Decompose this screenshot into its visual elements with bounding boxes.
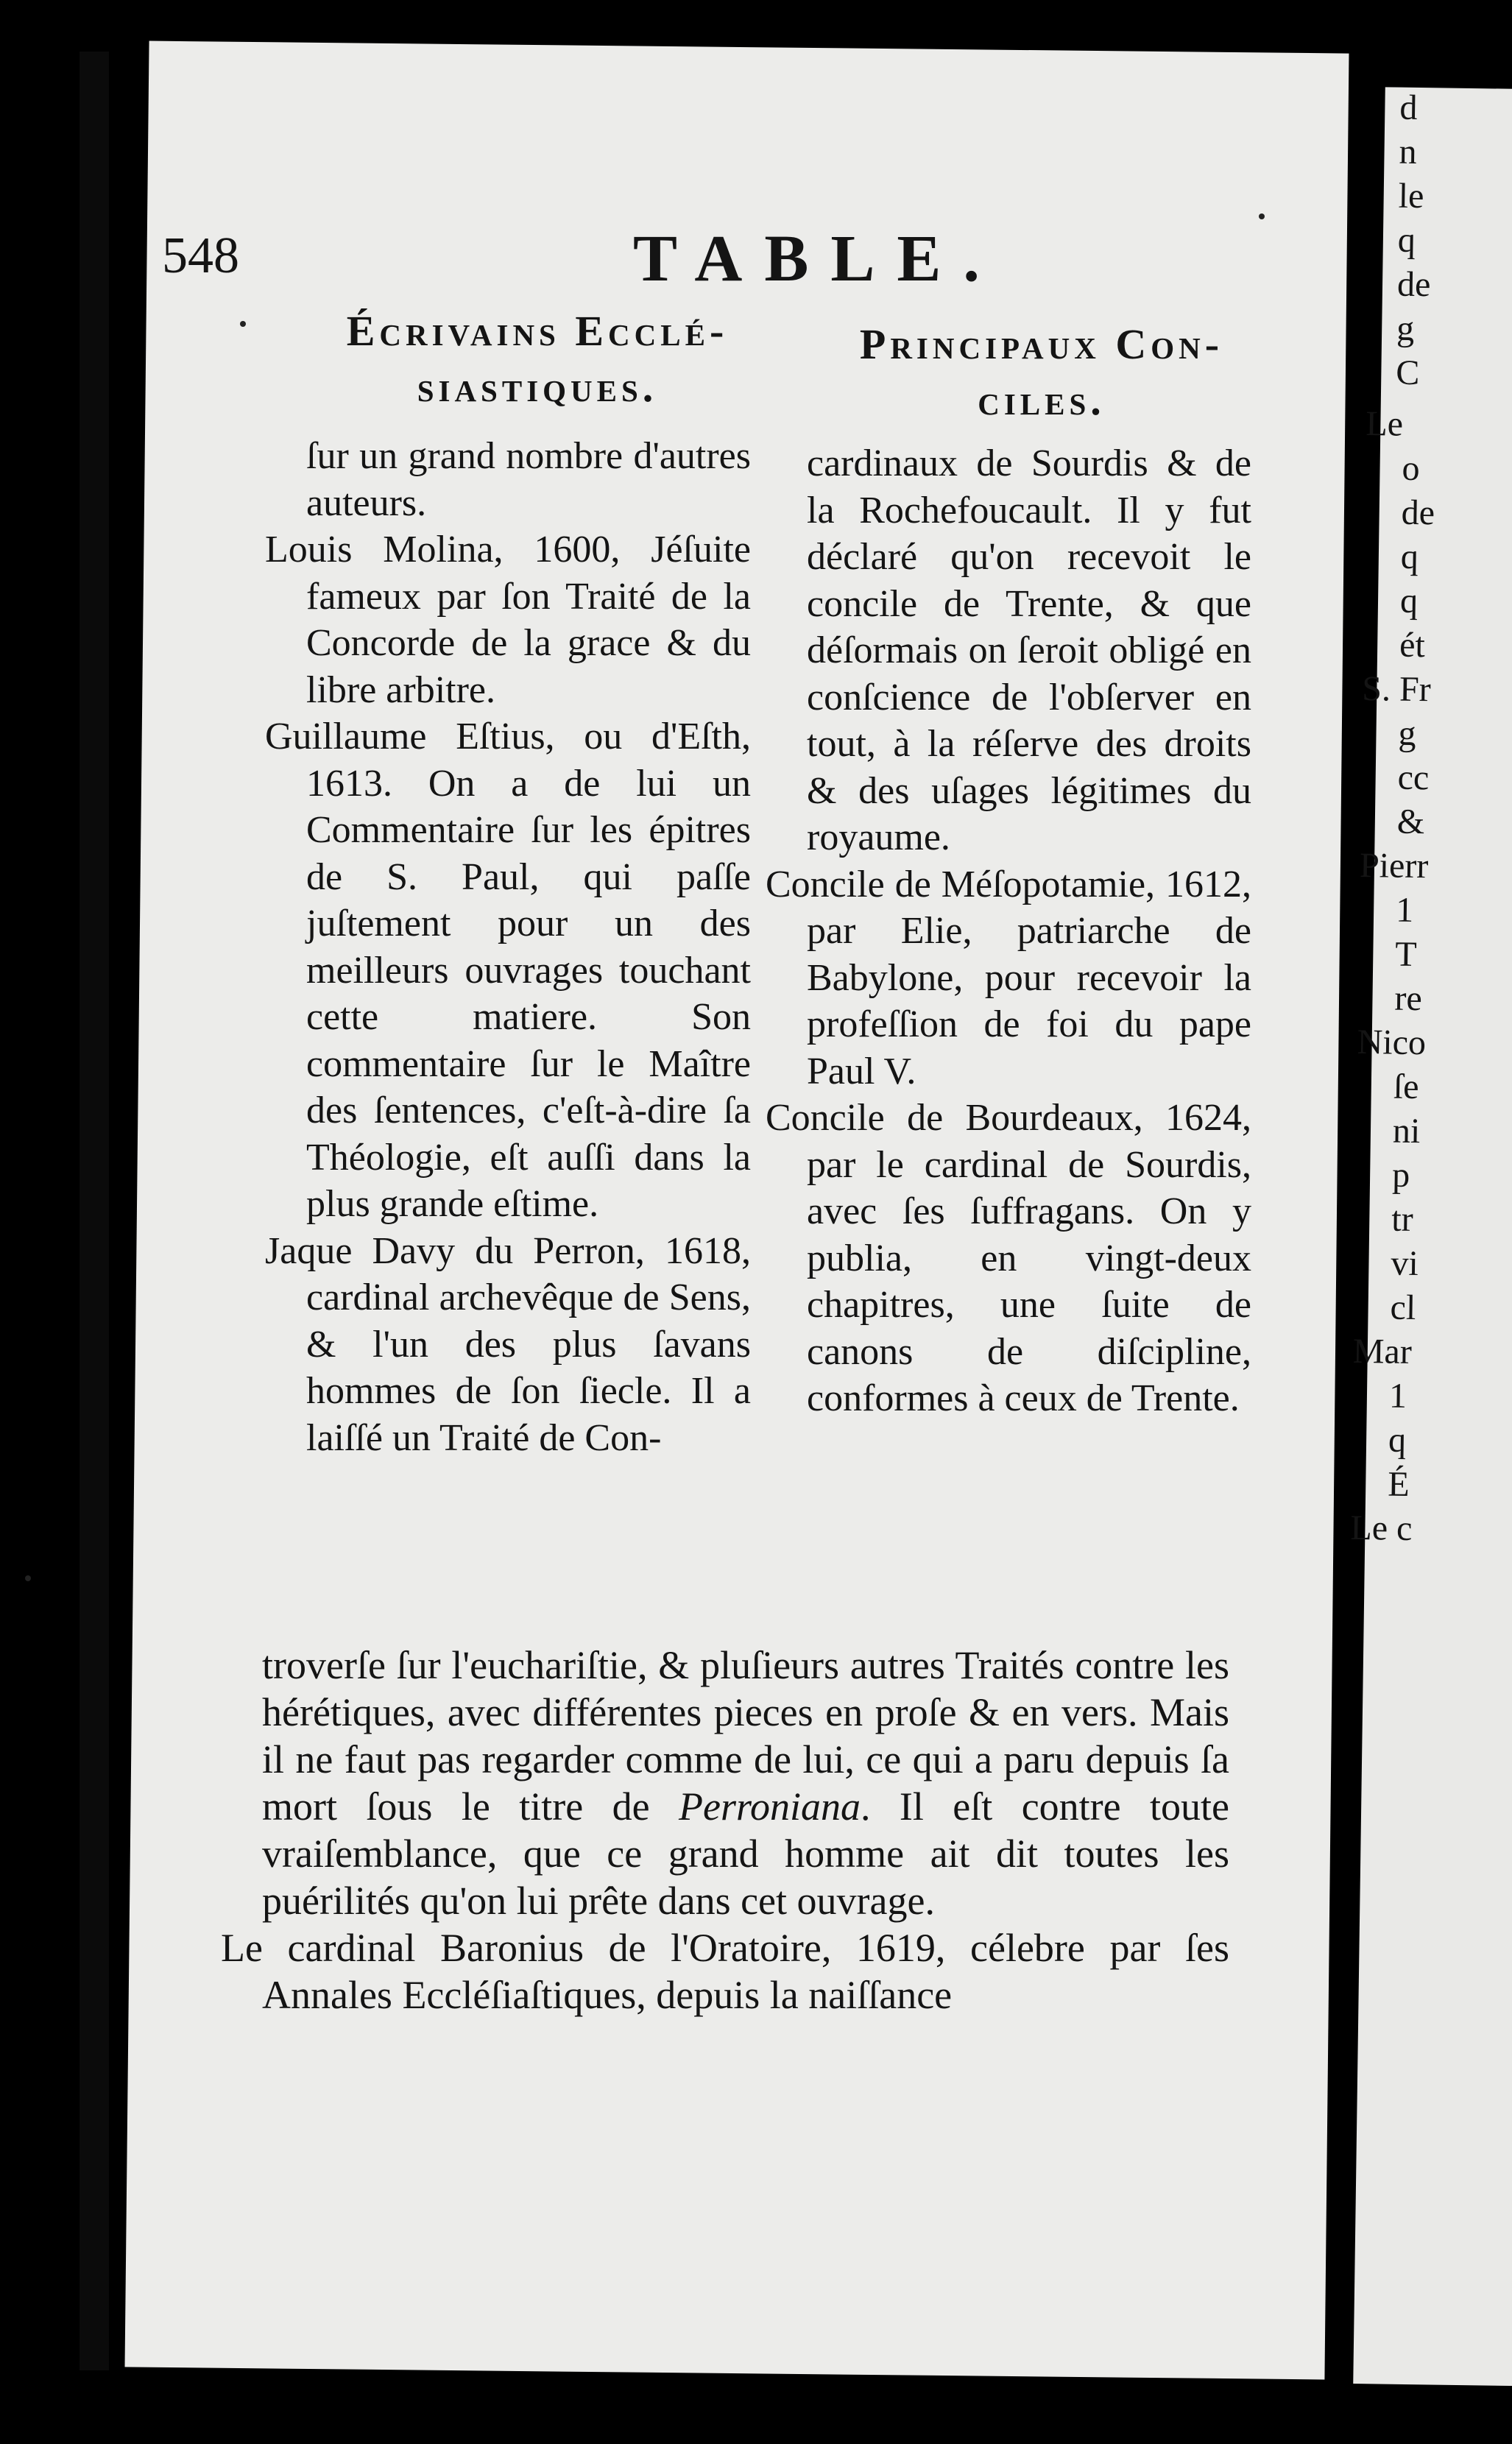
facing-fragment: q — [1397, 220, 1416, 260]
facing-fragment: tr — [1391, 1199, 1414, 1240]
facing-fragment: Le c — [1350, 1508, 1413, 1549]
facing-fragment: n — [1399, 132, 1417, 172]
facing-fragment: Mar — [1352, 1331, 1413, 1372]
continuation-text: troverſe ſur l'euchariſtie, & pluſieurs autres Traités contre les hérétiques, avec différentes pieces en proſe & en vers. Mais il ne faut pas regarder comme de lui, ce qui a paru depuis ſa mort ſous le titre de — [262, 1643, 1229, 1829]
facing-fragment: cc — [1397, 757, 1430, 798]
continuation-end: . Il eſt contre toute vraiſemblance, que ce grand homme ait dit toutes les puérilités qu'on lui prête dans cet ouvrage. — [262, 1784, 1230, 1923]
entry-concile-continuation: cardinaux de Sourdis & de la Rochefoucault. Il y fut déclaré qu'on recevoit le concile de Trente, & que déſormais on ſeroit obligé en conſcience de l'obſerver en tout, à la réſerve des droits & des uſages légitimes du royaume. — [807, 442, 1251, 858]
facing-fragment: re — [1394, 978, 1423, 1019]
facing-fragment: S. Fr — [1362, 668, 1432, 710]
ink-speck — [240, 321, 246, 327]
ink-speck — [1259, 213, 1265, 219]
facing-fragment: de — [1396, 264, 1431, 305]
facing-fragment: Nico — [1357, 1022, 1427, 1063]
entry-concile-mesopotamie: Concile de Méſopotamie, 1612, par Elie, patriarche de Babylone, pour recevoir la profeſſion de foi du pape Paul V. — [766, 863, 1251, 1092]
facing-fragment: cl — [1390, 1288, 1416, 1328]
entry-concile-bourdeaux: Concile de Bourdeaux, 1624, par le cardinal de Sourdis, avec ſes ſuffragans. On y publia, en vingt-deux chapitres, une ſuite de canons de diſcipline, conformes à ceux de Trente. — [766, 1097, 1251, 1419]
entry-baronius: Le cardinal Baronius de l'Oratoire, 1619, célebre par ſes Annales Eccléſiaſtiques, depuis la naiſſance — [221, 1926, 1229, 2017]
facing-fragment: É — [1387, 1464, 1410, 1504]
facing-fragment: ſe — [1393, 1067, 1419, 1107]
facing-fragment: Pierr — [1359, 845, 1429, 886]
facing-fragment: o — [1402, 448, 1420, 489]
facing-page — [1350, 87, 1512, 2386]
facing-fragment: Le — [1366, 404, 1404, 444]
left-column — [265, 433, 751, 1461]
entry-molina: Louis Molina, 1600, Jéſuite fameux par ſon Traité de la Concorde de la grace & du libre arbitre. — [265, 529, 751, 711]
facing-fragment: q — [1388, 1420, 1407, 1460]
facing-fragment: ét — [1399, 625, 1426, 665]
du-perron-continuation — [221, 1642, 1229, 1924]
facing-fragment: g — [1398, 713, 1416, 754]
page-title: TABLE. — [633, 222, 1002, 295]
facing-fragment: p — [1391, 1155, 1410, 1195]
entry-continuation: ſur un grand nombre d'autres auteurs. — [306, 435, 751, 524]
book-gutter — [80, 52, 109, 2370]
facing-fragment: le — [1398, 176, 1424, 216]
facing-fragment: q — [1399, 581, 1419, 621]
entry-estius: Guillaume Eſtius, ou d'Eſth, 1613. On a de lui un Commentaire ſur les épitres de S. Paul, qui paſſe juſtement pour un des meilleurs ouvrages touchant cette matiere. Son commentaire ſur le Maître des ſentences, c'eſt-à-dire ſa Théologie, eſt auſſi dans la plus grande eſtime. — [265, 716, 751, 1225]
column-heading-conciles: Principaux Con- ciles. — [859, 320, 1224, 424]
facing-fragment: T — [1394, 934, 1418, 975]
page-number: 548 — [162, 227, 239, 284]
facing-fragment: & — [1396, 802, 1425, 842]
full-width-text — [221, 1642, 1229, 2019]
facing-fragment: g — [1396, 308, 1415, 348]
facing-fragment: 1 — [1395, 890, 1414, 930]
facing-fragment: ni — [1392, 1111, 1421, 1151]
right-column — [766, 440, 1251, 1422]
ink-speck — [25, 1575, 31, 1581]
facing-fragment: C — [1396, 353, 1420, 393]
facing-fragment: vi — [1391, 1243, 1419, 1284]
facing-fragment: de — [1401, 492, 1435, 533]
entry-du-perron: Jaque Davy du Perron, 1618, cardinal archevêque de Sens, & l'un des plus ſavans hommes de ſon ſiecle. Il a laiſſé un Traité de Con- — [265, 1229, 751, 1459]
column-heading-ecrivains: Écrivains Ecclé- siastiques. — [346, 307, 729, 411]
facing-fragment: 1 — [1388, 1376, 1407, 1416]
italic-book-title: Perroniana — [679, 1784, 861, 1829]
facing-fragment: q — [1400, 537, 1419, 577]
facing-fragment: d — [1399, 88, 1418, 127]
